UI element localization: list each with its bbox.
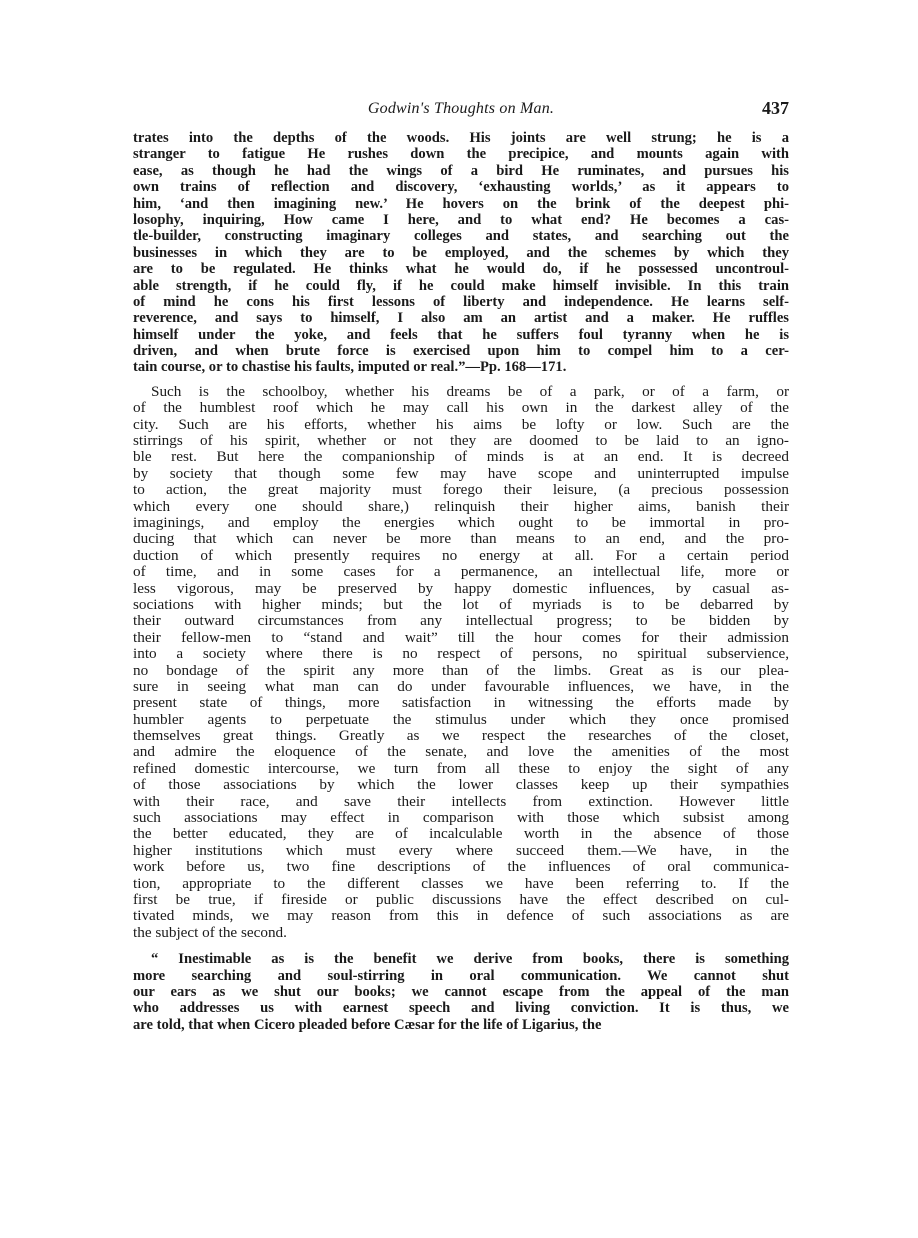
text-line: of time, and in some cases for a permanence, an intellectual life, more or (133, 563, 789, 581)
page-number: 437 (762, 98, 789, 118)
text-line: themselves great things. Greatly as we respect the researches of the closet, (133, 727, 789, 745)
text-line: and admire the eloquence of the senate, and love the amenities of the most (133, 743, 789, 761)
text-line: to action, the great majority must forego their leisure, (a precious possession (133, 481, 789, 499)
text-line: sure in seeing what man can do under favourable influences, we have, in the (133, 677, 789, 695)
running-head (133, 96, 789, 120)
text-line: of mind he cons his first lessons of liberty and independence. He learns self- (133, 293, 789, 310)
book-page (133, 96, 789, 1033)
text-line: “ Inestimable as is the benefit we derive from books, there is something (151, 951, 789, 968)
text-line: are told, that when Cicero pleaded before Cæsar for the life of Ligarius, the (133, 1016, 602, 1033)
text-line: by society that though some few may have scope and uninterrupted impulse (133, 464, 789, 482)
text-line: Such is the schoolboy, whether his dreams be of a park, or of a farm, or (151, 382, 789, 400)
text-line: himself under the yoke, and feels that he suffers foul tyranny when he is (133, 326, 789, 343)
text-line: imaginings, and employ the energies which ought to be immortal in pro- (133, 513, 789, 531)
text-line: tle-builder, constructing imaginary colleges and states, and searching out the (133, 228, 789, 245)
text-line: the subject of the second. (133, 923, 287, 941)
text-line: humbler agents to perpetuate the stimulus under which they once promised (133, 710, 789, 728)
text-line: their outward circumstances from any intellectual progress; to be bidden by (133, 612, 789, 630)
text-line: who addresses us with earnest speech and living conviction. It is thus, we (133, 1000, 789, 1017)
text-line: stranger to fatigue He rushes down the precipice, and mounts again with (133, 146, 789, 163)
text-line: stirrings of his spirit, whether or not they are doomed to be laid to an igno- (133, 432, 789, 450)
text-line: less vigorous, may be preserved by happy domestic influences, by casual as- (133, 579, 789, 597)
text-line: able strength, if he could fly, if he could make himself invisible. In this train (133, 277, 789, 294)
text-line: with their race, and save their intellects from extinction. However little (133, 792, 789, 810)
text-line: tivated minds, we may reason from this in defence of such associations as are (133, 907, 789, 925)
text-line: trates into the depths of the woods. His joints are well strung; he is a (133, 130, 789, 146)
text-line: own trains of reflection and discovery, ‘exhausting worlds,’ as it appears to (133, 179, 789, 196)
text-line: which every one should share,) relinquish their higher aims, banish their (133, 497, 789, 515)
text-line: such associations may effect in comparison with those which subsist among (133, 809, 789, 827)
text-line: ease, as though he had the wings of a bird He ruminates, and pursues his (133, 162, 789, 179)
text-line: present state of things, more satisfaction in witnessing the efforts made by (133, 694, 789, 712)
text-line: first be true, if fireside or public discussions have the effect described on cul- (133, 890, 789, 908)
text-line: sociations with higher minds; but the lot of myriads is to be debarred by (133, 595, 789, 613)
text-line: higher institutions which must every where succeed them.—We have, in the (133, 841, 789, 859)
text-line: tain course, or to chastise his faults, imputed or real.”—Pp. 168—171. (133, 359, 567, 376)
text-line: tion, appropriate to the different classes we have been referring to. If the (133, 874, 789, 892)
text-line: more searching and soul-stirring in oral communication. We cannot shut (133, 967, 789, 984)
text-line: of the humblest roof which he may call his own in the darkest alley of the (133, 399, 789, 417)
text-line: businesses in which they are to be employed, and the schemes by which they (133, 244, 789, 261)
text-line: of those associations by which the lower classes keep up their sympathies (133, 776, 789, 794)
text-line: work before us, two fine descriptions of the influences of oral communica- (133, 858, 789, 876)
text-line: our ears as we shut our books; we cannot escape from the appeal of the man (133, 983, 789, 1000)
text-line: into a society where there is no respect of persons, no spiritual subservience, (133, 645, 789, 663)
text-line: reverence, and says to himself, I also am an artist and a maker. He ruffles (133, 310, 789, 327)
text-line: duction of which presently requires no energy at all. For a certain period (133, 546, 789, 564)
quoted-passage-2 (133, 951, 789, 1033)
text-line: no bondage of the spirit any more than of the limbs. Great as is our plea- (133, 661, 789, 679)
text-line: driven, and when brute force is exercised upon him to compel him to a cer- (133, 343, 789, 360)
text-line: are to be regulated. He thinks what he would do, if he possessed uncontroul- (133, 261, 789, 278)
text-line: ble rest. But here the companionship of minds is at an end. It is decreed (133, 448, 789, 466)
body-paragraph (133, 384, 789, 941)
quoted-passage-1 (133, 130, 789, 376)
text-line: city. Such are his efforts, whether his aims be lofty or low. Such are the (133, 415, 789, 433)
text-line: their fellow-men to “stand and wait” till the hour comes for their admission (133, 628, 789, 646)
text-line: refined domestic intercourse, we turn from all these to enjoy the sight of any (133, 759, 789, 777)
running-title: Godwin's Thoughts on Man. (367, 100, 555, 117)
text-line: the better educated, they are of incalculable worth in the absence of those (133, 825, 789, 843)
text-line: losophy, inquiring, How came I here, and to what end? He becomes a cas- (133, 211, 789, 228)
text-line: him, ‘and then imagining new.’ He hovers on the brink of the deepest phi- (133, 195, 789, 212)
text-line: ducing that which can never be more than means to an end, and the pro- (133, 530, 789, 548)
